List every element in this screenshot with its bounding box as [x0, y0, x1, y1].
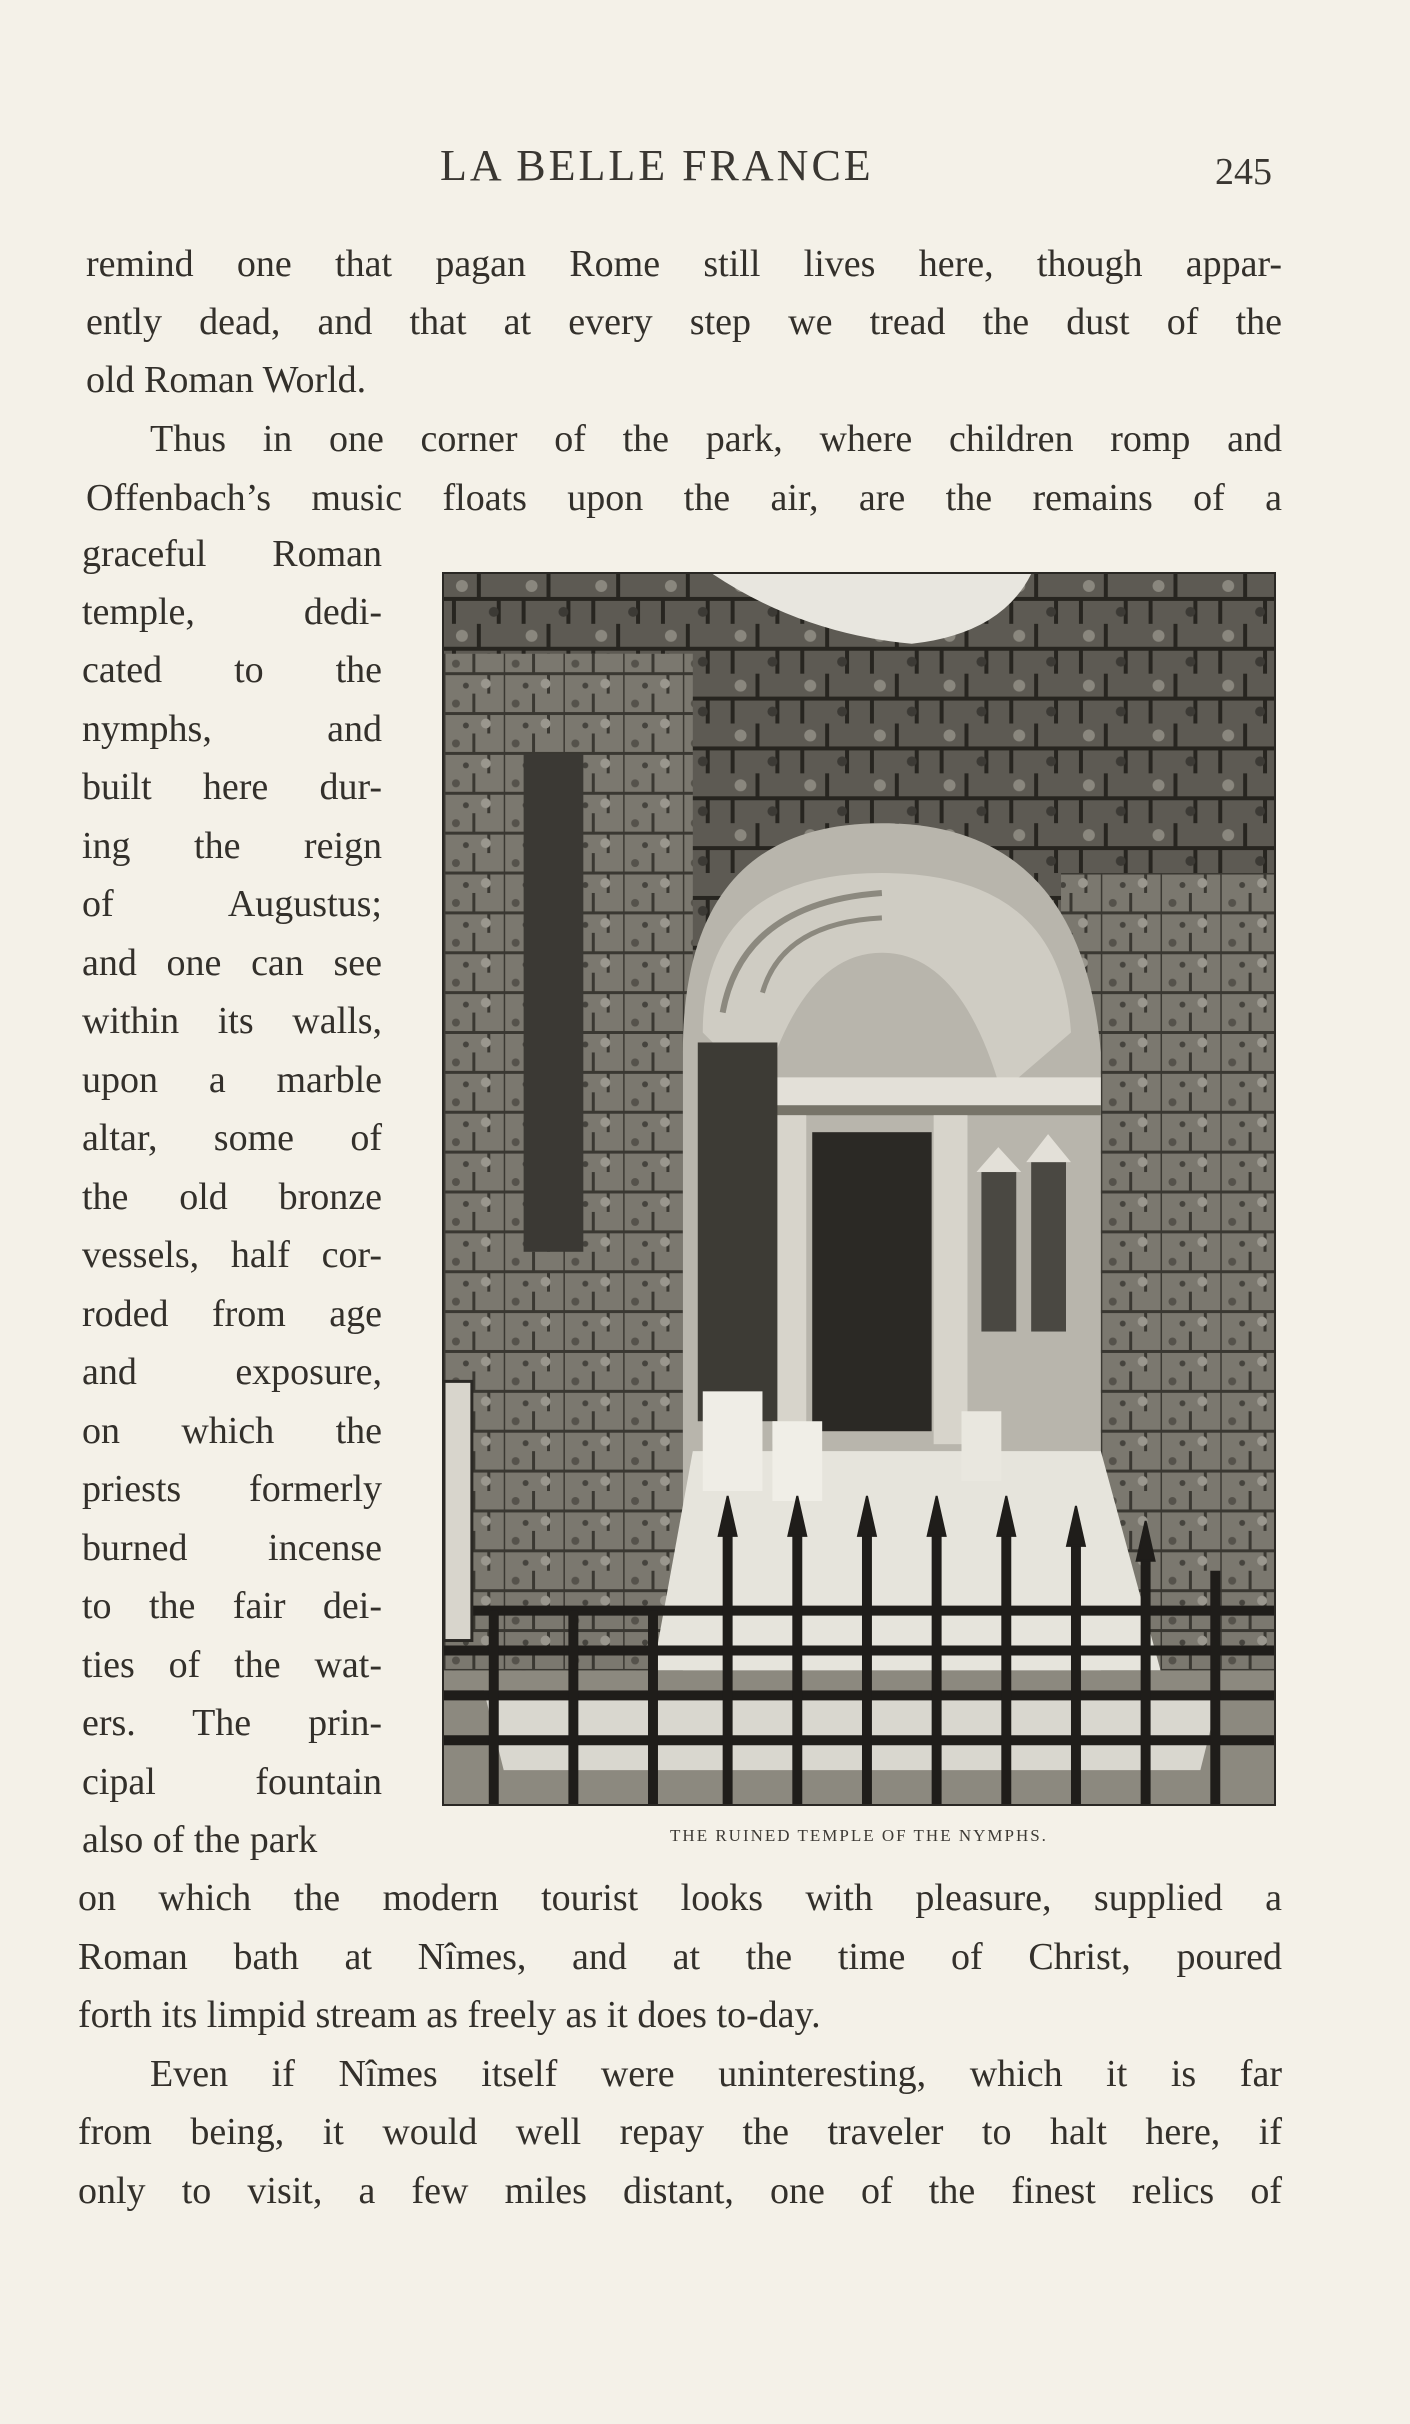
body-line: within its walls,	[82, 1000, 382, 1042]
body-line: ing the reign	[82, 825, 382, 867]
body-line: also of the park	[82, 1819, 318, 1861]
body-line: ers. The prin-	[82, 1702, 382, 1744]
body-line: Roman bath at Nîmes, and at the time of Christ, poured	[78, 1936, 1282, 1978]
body-line: temple, dedi-	[82, 591, 382, 633]
body-line: and one can see	[82, 942, 382, 984]
temple-ruin-illustration	[442, 572, 1276, 1806]
body-line: graceful Roman	[82, 533, 382, 575]
page-number: 245	[1215, 151, 1272, 193]
body-line: forth its limpid stream as freely as it does to-day.	[78, 1994, 821, 2036]
body-line: from being, it would well repay the traveler to halt here, if	[78, 2111, 1282, 2153]
body-line: priests formerly	[82, 1468, 382, 1510]
body-line: Thus in one corner of the park, where children romp and	[150, 418, 1282, 460]
running-title: LA BELLE FRANCE	[440, 141, 874, 190]
body-line: cated to the	[82, 649, 382, 691]
body-line: remind one that pagan Rome still lives here, though appar-	[86, 243, 1282, 285]
body-line: only to visit, a few miles distant, one of the finest relics of	[78, 2170, 1282, 2212]
body-line: nymphs, and	[82, 708, 382, 750]
body-line: ties of the wat-	[82, 1644, 382, 1686]
body-line: on which the	[82, 1410, 382, 1452]
body-line: on which the modern tourist looks with pleasure, supplied a	[78, 1877, 1282, 1919]
body-line: built here dur-	[82, 766, 382, 808]
body-line: to the fair dei-	[82, 1585, 382, 1627]
body-line: Even if Nîmes itself were uninteresting, which it is far	[150, 2053, 1282, 2095]
body-line: and exposure,	[82, 1351, 382, 1393]
body-line: roded from age	[82, 1293, 382, 1335]
temple-ruin-image	[444, 574, 1274, 1804]
body-line: of Augustus;	[82, 883, 382, 925]
figure-caption: THE RUINED TEMPLE OF THE NYMPHS.	[670, 1826, 1048, 1845]
body-line: burned incense	[82, 1527, 382, 1569]
running-head	[0, 140, 1410, 192]
body-line: the old bronze	[82, 1176, 382, 1218]
body-line: cipal fountain	[82, 1761, 382, 1803]
body-line: Offenbach’s music floats upon the air, are the remains of a	[86, 477, 1282, 519]
body-line: altar, some of	[82, 1117, 382, 1159]
body-line: upon a marble	[82, 1059, 382, 1101]
body-line: vessels, half cor-	[82, 1234, 382, 1276]
body-line: ently dead, and that at every step we tread the dust of the	[86, 301, 1282, 343]
body-line: old Roman World.	[86, 359, 367, 401]
